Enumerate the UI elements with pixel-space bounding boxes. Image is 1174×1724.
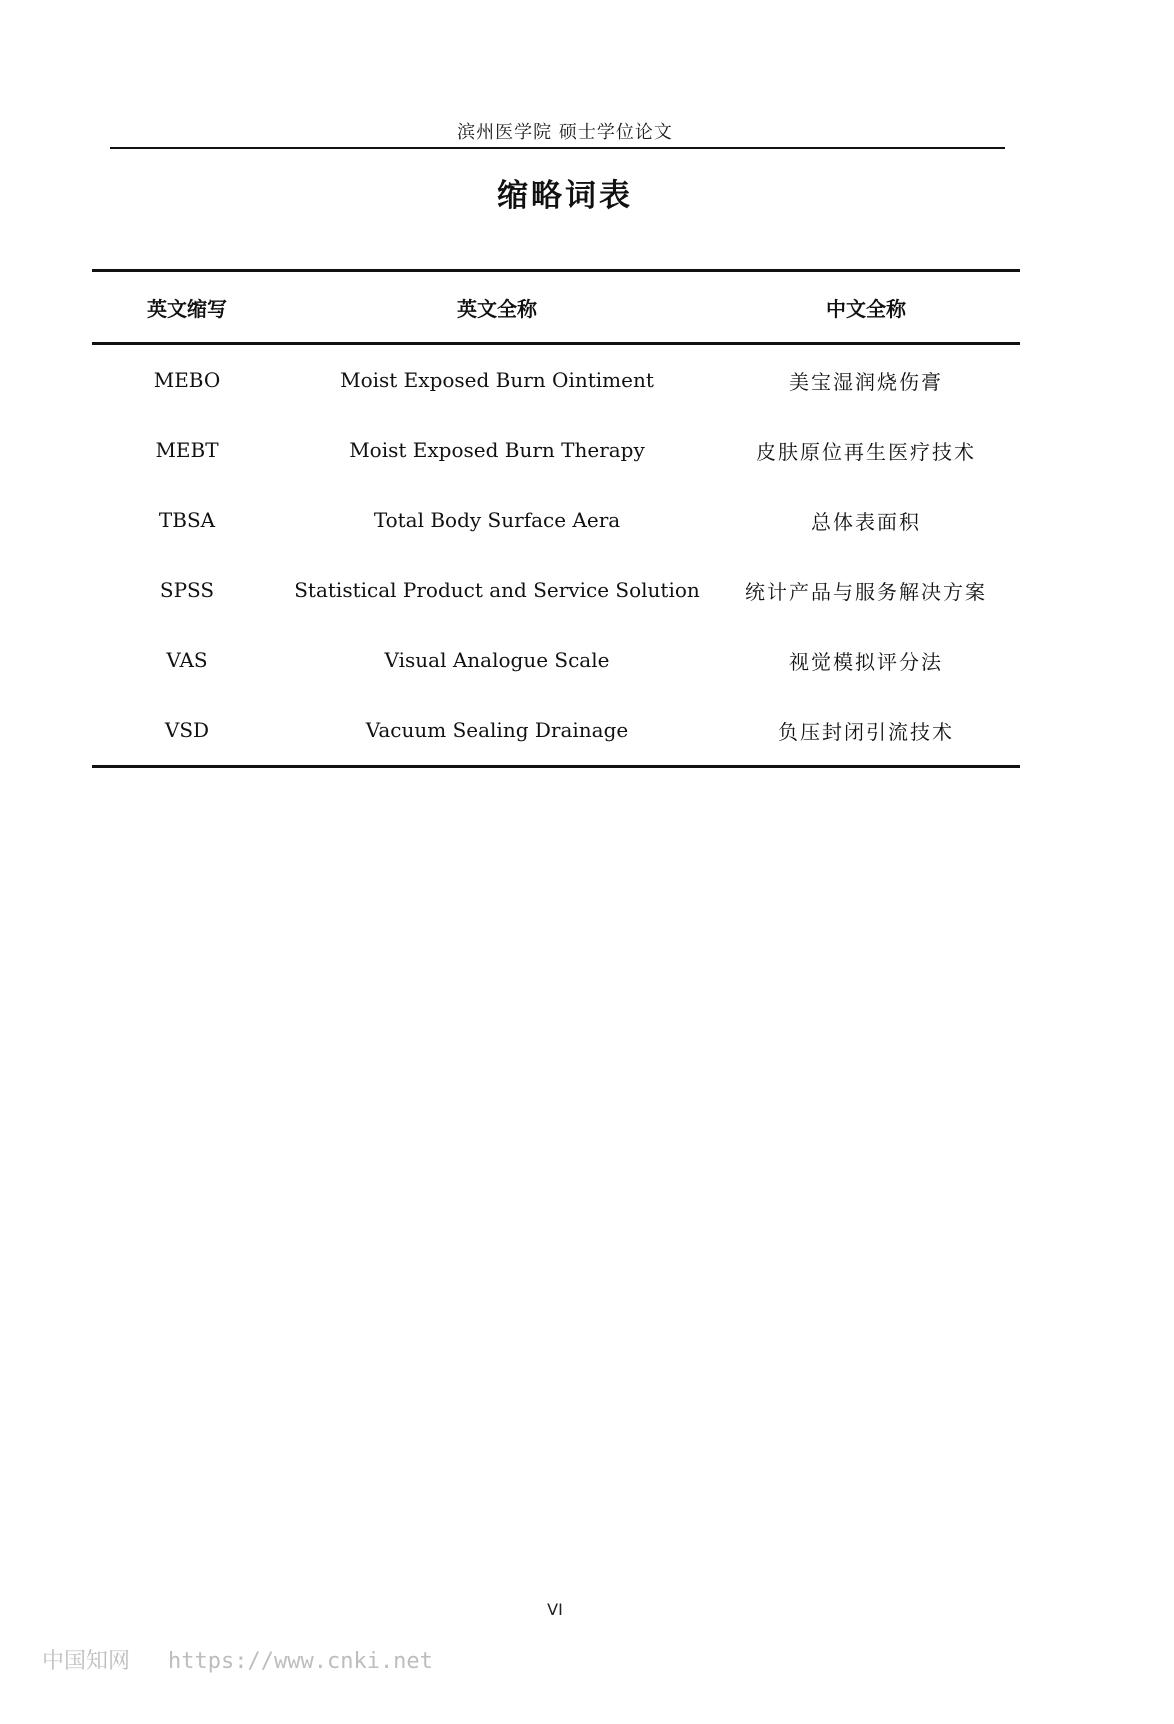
table-header-row (92, 271, 1020, 344)
abbreviation-cell: VAS (166, 648, 208, 672)
table-row (92, 695, 1020, 767)
english-full-name-cell: Total Body Surface Aera (373, 508, 621, 532)
table-row (92, 625, 1020, 695)
table-row (92, 415, 1020, 485)
table-row (92, 555, 1020, 625)
english-full-name-cell: Moist Exposed Burn Therapy (349, 438, 645, 462)
english-full-name-cell: Moist Exposed Burn Ointiment (340, 368, 654, 392)
abbreviation-cell: MEBT (155, 438, 219, 462)
page-title: 缩略词表 (497, 178, 633, 214)
running-header: 滨州医学院 硕士学位论文 (457, 122, 673, 143)
chinese-full-name-cell: 总体表面积 (811, 509, 921, 534)
column-header-english-full-name: 英文全称 (457, 296, 537, 321)
abbreviation-cell: MEBO (153, 368, 221, 392)
chinese-full-name-cell: 视觉模拟评分法 (789, 649, 943, 674)
abbreviation-cell: TBSA (158, 508, 216, 532)
english-full-name-cell: Visual Analogue Scale (384, 648, 610, 672)
watermark-brand: 中国知网 (42, 1649, 131, 1674)
chinese-full-name-cell: 负压封闭引流技术 (778, 719, 954, 744)
page-number: VI (547, 1600, 563, 1619)
abbreviation-cell: VSD (164, 718, 210, 742)
header-rule (110, 147, 1005, 149)
english-full-name-cell: Statistical Product and Service Solution (294, 578, 700, 602)
chinese-full-name-cell: 美宝湿润烧伤膏 (789, 369, 943, 394)
chinese-full-name-cell: 统计产品与服务解决方案 (745, 579, 987, 604)
column-header-abbreviation: 英文缩写 (147, 296, 227, 321)
table-row (92, 485, 1020, 555)
english-full-name-cell: Vacuum Sealing Drainage (365, 718, 629, 742)
watermark-url: https://www.cnki.net (168, 1649, 433, 1674)
cnki-watermark (42, 1644, 433, 1675)
abbreviation-table (92, 269, 1020, 768)
chinese-full-name-cell: 皮肤原位再生医疗技术 (756, 439, 976, 464)
table-row (92, 344, 1020, 416)
column-header-chinese-full-name: 中文全称 (826, 296, 906, 321)
abbreviation-cell: SPSS (159, 578, 215, 602)
